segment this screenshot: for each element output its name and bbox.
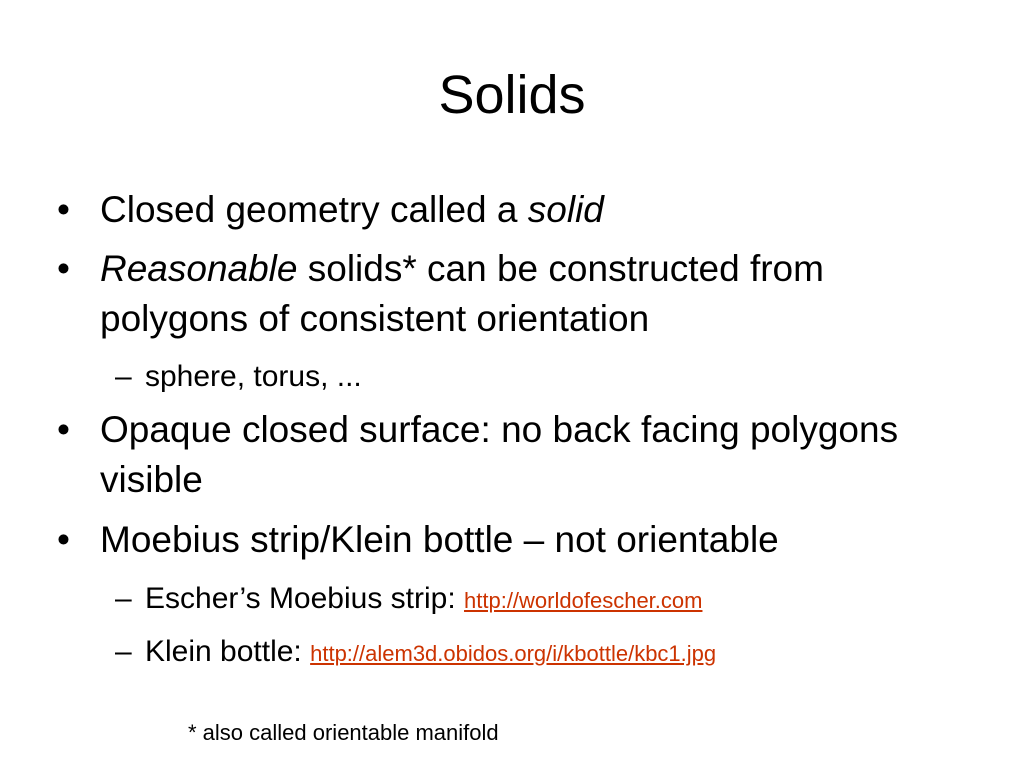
bullet-text: Opaque closed surface: no back facing polygons visible	[100, 409, 899, 500]
bullet-item-reasonable-solids	[57, 244, 930, 344]
bullet-emphasis: Reasonable	[100, 248, 298, 289]
bullet-marker: •	[57, 519, 70, 560]
sub-item-klein-bottle	[115, 633, 1005, 673]
bullet-emphasis: solid	[527, 189, 604, 230]
sub-bullet-marker: –	[115, 360, 132, 393]
bullet-marker: •	[57, 248, 70, 289]
bullet-text: Moebius strip/Klein bottle – not orientable	[100, 519, 779, 560]
footnote: * also called orientable manifold	[188, 720, 499, 745]
bullet-text: solids* can be constructed from polygons of consistent orientation	[100, 248, 824, 339]
sub-bullet-marker: –	[115, 582, 132, 615]
bullet-marker: •	[57, 189, 70, 230]
sub-item-escher	[115, 580, 1005, 620]
bullet-marker: •	[57, 409, 70, 450]
sub-item-text: sphere, torus, ...	[145, 360, 362, 393]
sub-item-text: Klein bottle:	[145, 635, 311, 668]
bullet-item-closed-geometry	[57, 185, 930, 235]
bullet-item-opaque-surface	[57, 405, 930, 505]
bullet-text: Closed geometry called a	[100, 189, 528, 230]
sub-item-text: Escher’s Moebius strip:	[145, 582, 465, 615]
bullet-item-moebius-klein	[57, 515, 930, 565]
slide-title: Solids	[438, 65, 586, 125]
klein-bottle-link[interactable]: http://alem3d.obidos.org/i/kbottle/kbc1.jpg	[310, 641, 717, 666]
sub-item-sphere-torus	[115, 358, 1005, 396]
escher-link[interactable]: http://worldofescher.com	[464, 588, 703, 613]
sub-bullet-marker: –	[115, 635, 132, 668]
